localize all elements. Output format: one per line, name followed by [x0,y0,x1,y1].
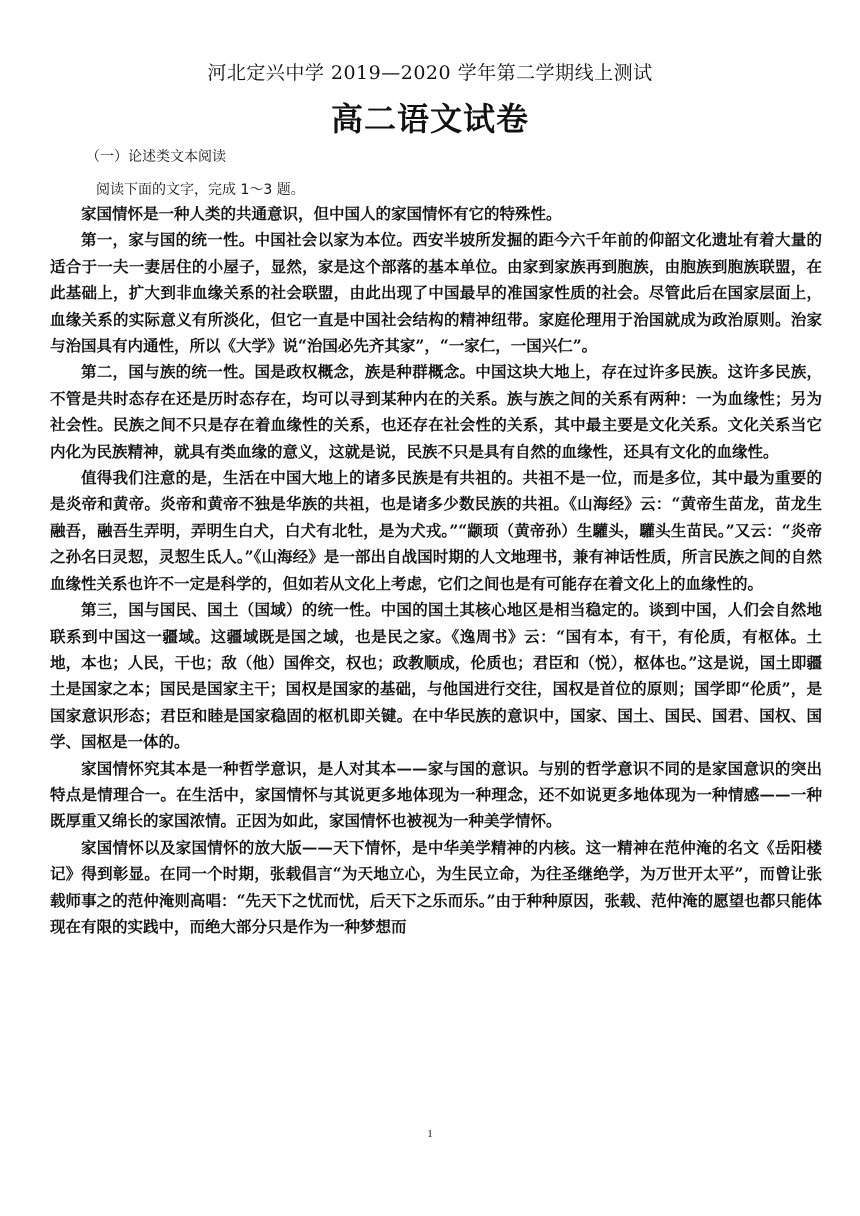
exam-title: 河北定兴中学 2019—2020 学年第二学期线上测试 [207,62,653,84]
section-label: （一）论述类文本阅读 [86,149,226,165]
paragraph: 第二，国与族的统一性。国是政权概念，族是种群概念。中国这块大地上，存在过许多民族。这许多民族，不管是共时态存在还是历时态存在，均可以寻到某种内在的关系。族与族之间的关系有两种：一为血缘性；另为社会性。民族之间不只是存在着血缘性的关系，也还存在社会性的关系，其中最主要是文化关系。文化关系当它内化为民族精神，就具有类血缘的意义，这就是说，民族不只是具有自然的血缘性，还具有文化的血缘性。 [50,362,822,461]
page-title: 高二语文试卷 [330,100,529,138]
paragraph: 第一，家与国的统一性。中国社会以家为本位。西安半坡所发掘的距今六千年前的仰韶文化遗址有着大量的适合于一夫一妻居住的小屋子，显然，家是这个部落的基本单位。由家到家族再到胞族，由胞族到胞族联盟，在此基础上，扩大到非血缘关系的社会联盟，由此出现了中国最早的准国家性质的社会。尽管此后在国家层面上，血缘关系的实际意义有所淡化，但它一直是中国社会结构的精神纽带。家庭伦理用于治国就成为政治原则。治家与治国具有内通性，所以《大学》说“治国必先齐其家”，“一家仁，一国兴仁”。 [50,230,822,356]
paragraph: 家国情怀以及家国情怀的放大版——天下情怀，是中华美学精神的内核。这一精神在范仲淹的名文《岳阳楼记》得到彰显。在同一个时期，张载倡言“为天地立心，为生民立命，为往圣继绝学，为万世开太平”，而曾让张载师事之的范仲淹则高唱：“先天下之忧而忧，后天下之乐而乐。”由于种种原因，张载、范仲淹的愿望也都只能体现在有限的实践中，而绝大部分只是作为一种梦想而 [50,837,822,936]
page-number: 1 [427,1128,433,1140]
paragraph: 第三，国与国民、国土（国域）的统一性。中国的国土其核心地区是相当稳定的。谈到中国，人们会自然地联系到中国这一疆域。这疆域既是国之域，也是民之家。《逸周书》云：“国有本，有干，有伦质，有枢体。土地，本也；人民，干也；敌（他）国侔交，权也；政教顺成，伦质也；君臣和（悦），枢体也。”这是说，国土即疆土是国家之本；国民是国家主干；国权是国家的基础，与他国进行交往，国权是首位的原则；国学即“伦质”，是国家意识形态；君臣和睦是国家稳固的枢机即关键。在中华民族的意识中，国家、国土、国民、国君、国权、国学、国枢是一体的。 [50,600,822,752]
paragraph: 家国情怀是一种人类的共通意识，但中国人的家国情怀有它的特殊性。 [81,204,562,223]
article-body [50,201,822,940]
paragraph: 家国情怀究其本是一种哲学意识，是人对其本——家与国的意识。与别的哲学意识不同的是家国意识的突出特点是情理合一。在生活中，家国情怀与其说更多地体现为一种理念，还不如说更多地体现为一种情感——一种既厚重又绵长的家国浓情。正因为如此，家国情怀也被视为一种美学情怀。 [50,758,822,831]
reading-instruction: 阅读下面的文字，完成 1～3 题。 [96,182,305,198]
paragraph: 值得我们注意的是，生活在中国大地上的诸多民族是有共祖的。共祖不是一位，而是多位，其中最为重要的是炎帝和黄帝。炎帝和黄帝不独是华族的共祖，也是诸多少数民族的共祖。《山海经》云：“黄帝生苗龙，苗龙生融吾，融吾生弄明，弄明生白犬，白犬有北牡，是为犬戎。”“颛顼（黄帝孙）生驩头，驩头生苗民。”又云：“炎帝之孙名曰灵恝，灵恝生氐人。”《山海经》是一部出自战国时期的人文地理书，兼有神话性质，所言民族之间的自然血缘性关系也许不一定是科学的，但如若从文化上考虑，它们之间也是有可能存在着文化上的血缘性的。 [50,468,822,593]
